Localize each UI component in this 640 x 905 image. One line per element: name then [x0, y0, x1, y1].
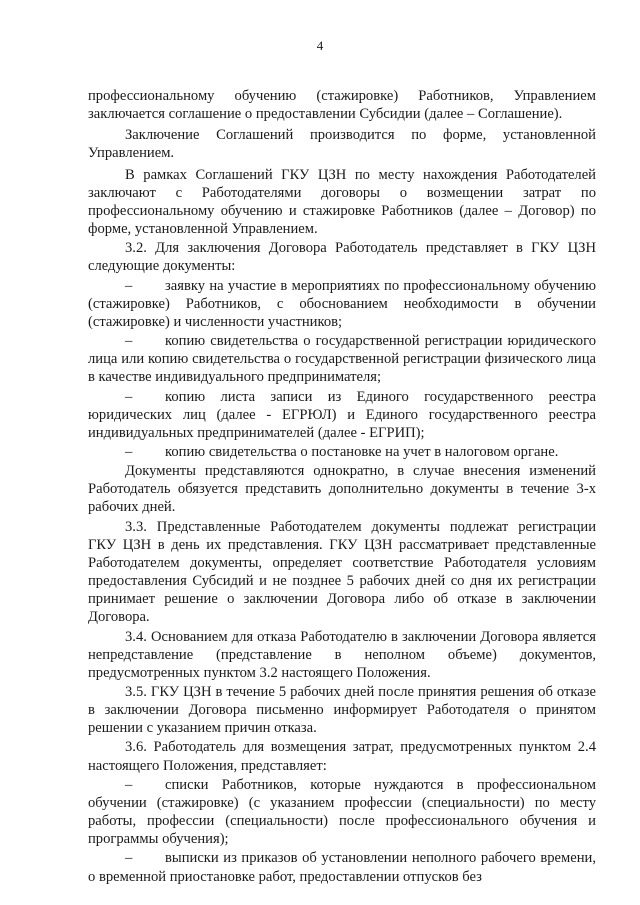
list-item-text: копию свидетельства о государственной регистрации юридического лица или копию свидетельства о государственной регистрации физического лица в качестве индивидуального предпринимателя; [88, 333, 596, 386]
list-dash: – [125, 277, 133, 294]
paragraph [88, 518, 596, 627]
list-item [88, 443, 596, 461]
list-dash: – [125, 776, 133, 793]
paragraph [88, 683, 596, 737]
list-item-text: копию листа записи из Единого государственного реестра юридических лиц (далее - ЕГРЮЛ) и Единого государственного реестра индивидуальных предпринимателей (далее - ЕГРИП); [88, 388, 596, 441]
list-dash: – [125, 443, 133, 460]
list-item-text: списки Работников, которые нуждаются в профессиональном обучении (стажировке) (с указанием профессии (специальности) по месту работы, профессии (специальности) после профессионального обучения и программы обучения); [88, 776, 596, 848]
paragraph-text: 3.3. Представленные Работодателем документы подлежат регистрации ГКУ ЦЗН в день их представления. ГКУ ЦЗН рассматривает представленные Работодателем документы, определяет соответствие Работодателя условиям предоставления Субсидий и не позднее 5 рабочих дней со дня их регистрации принимает решение о заключении Договора либо об отказе в заключении Договора. [88, 518, 596, 626]
list-item [88, 277, 596, 331]
list-dash: – [125, 333, 133, 350]
paragraph-text: 3.2. Для заключения Договора Работодатель представляет в ГКУ ЦЗН следующие документы: [88, 240, 596, 275]
paragraph [88, 239, 596, 275]
list-dash: – [125, 388, 133, 405]
paragraph [88, 126, 596, 162]
paragraph-text: В рамках Соглашений ГКУ ЦЗН по месту нахождения Работодателей заключают с Работодателями договоры о возмещении затрат по профессиональному обучению и стажировке Работников (далее – Договор) по форме, установленной Управлением. [88, 166, 596, 238]
list-item [88, 388, 596, 442]
paragraph-text: Документы представляются однократно, в случае внесения изменений Работодатель обязуется представить дополнительно документы в течение 3-х рабочих дней. [88, 463, 596, 516]
paragraph-text: 3.5. ГКУ ЦЗН в течение 5 рабочих дней после принятия решения об отказе в заключении Договора письменно информирует Работодателя о принятом решении с указанием причин отказа. [88, 684, 596, 737]
paragraph [88, 738, 596, 774]
list-item [88, 849, 596, 885]
paragraph [88, 87, 596, 123]
paragraph-text: Заключение Соглашений производится по форме, установленной Управлением. [88, 127, 596, 162]
list-item-text: заявку на участие в мероприятиях по профессиональному обучению (стажировке) Работников, с обоснованием необходимости в обучении (стажировке) и численности участников; [88, 277, 596, 330]
list-item-text: копию свидетельства о постановке на учет в налоговом органе. [165, 443, 559, 460]
list-item [88, 776, 596, 849]
list-item-text: выписки из приказов об установлении неполного рабочего времени, о временной приостановке работ, предоставлении отпусков без [88, 850, 596, 885]
paragraph [88, 462, 596, 516]
list-dash: – [125, 850, 133, 867]
document-body [88, 87, 596, 887]
page-number: 4 [316, 38, 324, 53]
paragraph [88, 166, 596, 239]
paragraph-text: профессиональному обучению (стажировке) Работников, Управлением заключается соглашение о предоставлении Субсидии (далее – Соглашение). [88, 88, 596, 123]
paragraph-text: 3.6. Работодатель для возмещения затрат, предусмотренных пунктом 2.4 настоящего Положения, представляет: [88, 739, 596, 774]
paragraph [88, 628, 596, 682]
paragraph-text: 3.4. Основанием для отказа Работодателю в заключении Договора является непредставление (представление в неполном объеме) документов, предусмотренных пунктом 3.2 настоящего Положения. [88, 628, 596, 681]
list-item [88, 332, 596, 386]
